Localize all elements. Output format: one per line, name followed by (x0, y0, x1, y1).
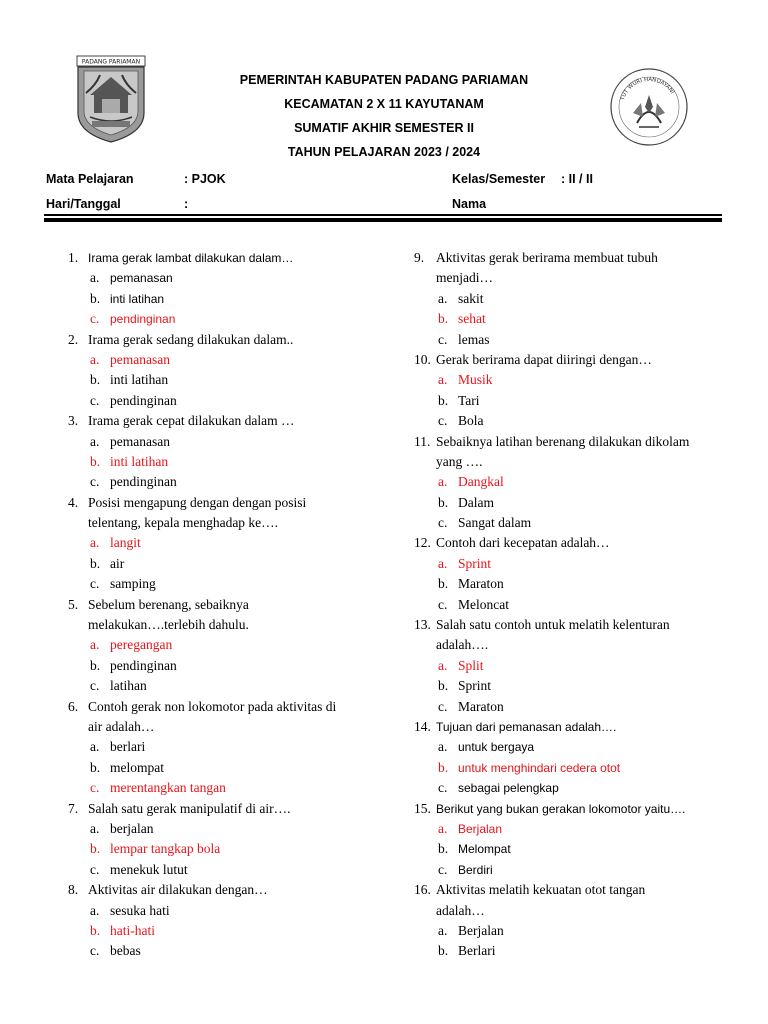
question-text (68, 330, 388, 350)
question-number: 11. (414, 433, 431, 449)
padang-pariaman-emblem-icon (76, 55, 146, 143)
svg-text:TUT WURI HANDAYANI: TUT WURI HANDAYANI (619, 76, 675, 102)
question-number: 14. (414, 718, 431, 734)
answer-option (414, 676, 734, 696)
answer-option (68, 676, 388, 696)
option-letter: b. (438, 576, 449, 592)
option-text: hati-hati (110, 922, 155, 938)
answer-option (414, 921, 734, 941)
option-text: bebas (110, 943, 141, 959)
option-text: Berdiri (458, 862, 493, 877)
answer-option (68, 268, 388, 288)
answer-option-correct (68, 350, 388, 370)
option-letter: c. (90, 861, 100, 877)
answer-option (414, 697, 734, 717)
option-text: Maraton (458, 698, 504, 714)
option-text: Berlari (458, 943, 496, 959)
day-date-label: Hari/Tanggal (46, 197, 121, 211)
subject-value: : PJOK (184, 172, 226, 186)
option-letter: a. (438, 372, 448, 388)
option-letter: c. (438, 698, 448, 714)
answer-option (68, 370, 388, 390)
question-number: 13. (414, 617, 431, 633)
right-question-column (414, 248, 734, 962)
option-letter: a. (90, 902, 100, 918)
answer-option (68, 819, 388, 839)
question-line: Irama gerak cepat dilakukan dalam … (88, 413, 295, 429)
answer-option (68, 289, 388, 309)
option-text: Tari (458, 392, 480, 408)
question-text (68, 799, 388, 819)
answer-option (414, 391, 734, 411)
question-text (68, 880, 388, 900)
option-text: pendinginan (110, 392, 177, 408)
option-letter: a. (90, 637, 100, 653)
name-label: Nama (452, 197, 487, 211)
question-line: adalah… (436, 902, 485, 918)
option-text: Maraton (458, 576, 504, 592)
option-text: pendinginan (110, 474, 177, 490)
option-text: sebagai pelengkap (458, 781, 559, 796)
option-text: berlari (110, 739, 146, 755)
option-letter: c. (438, 331, 448, 347)
question-line: telentang, kepala menghadap ke…. (88, 515, 279, 531)
answer-option (414, 737, 734, 757)
day-date-value: : (184, 197, 189, 211)
question-line: Aktivitas air dilakukan dengan… (88, 882, 268, 898)
question-line: air adalah… (88, 718, 155, 734)
title-line-3: SUMATIF AKHIR SEMESTER II (294, 121, 474, 135)
option-letter: a. (90, 820, 100, 836)
option-letter: a. (438, 820, 448, 836)
svg-text:PADANG PARIAMAN: PADANG PARIAMAN (81, 58, 141, 66)
option-text: Dangkal (458, 474, 504, 490)
question-text (414, 799, 734, 819)
answer-option (414, 289, 734, 309)
option-letter: c. (438, 515, 448, 531)
option-letter: b. (438, 759, 449, 775)
option-text: latihan (110, 678, 147, 694)
question-text (68, 697, 388, 717)
answer-option (414, 411, 734, 431)
question-line: Gerak berirama dapat diiringi dengan… (436, 351, 652, 367)
answer-option-correct (68, 778, 388, 798)
question-line: Sebaiknya latihan berenang dilakukan dikolam (436, 433, 690, 449)
option-text: Melompat (458, 842, 511, 857)
header-divider-thick (44, 218, 722, 222)
option-letter: a. (438, 739, 448, 755)
question-text-continued (414, 635, 734, 655)
answer-option (414, 941, 734, 961)
option-letter: b. (438, 678, 449, 694)
title-line-2: KECAMATAN 2 X 11 KAYUTANAM (284, 97, 484, 111)
answer-option (68, 737, 388, 757)
question-text (414, 248, 734, 268)
option-letter: b. (90, 453, 101, 469)
option-text: Meloncat (458, 596, 509, 612)
option-text: air (110, 555, 125, 571)
option-text: untuk menghindari cedera otot (458, 760, 621, 775)
question-text (68, 411, 388, 431)
question-line: melakukan….terlebih dahulu. (88, 617, 249, 633)
option-letter: a. (90, 270, 100, 286)
question-line: Contoh dari kecepatan adalah… (436, 535, 610, 551)
answer-option (68, 656, 388, 676)
question-line: Aktivitas melatih kekuatan otot tangan (436, 882, 646, 898)
option-letter: b. (90, 841, 101, 857)
question-number: 3. (68, 413, 79, 429)
question-text-continued (414, 452, 734, 472)
answer-option (68, 391, 388, 411)
question-line: Berikut yang bukan gerakan lokomotor yaitu…. (436, 801, 686, 816)
title-line-1: PEMERINTAH KABUPATEN PADANG PARIAMAN (239, 73, 529, 87)
answer-option-correct (414, 819, 734, 839)
option-letter: c. (90, 392, 100, 408)
option-text: Dalam (458, 494, 494, 510)
question-line: Tujuan dari pemanasan adalah…. (436, 719, 617, 734)
answer-option (68, 901, 388, 921)
question-number: 5. (68, 596, 79, 612)
option-text: peregangan (110, 637, 173, 653)
question-line: Salah satu gerak manipulatif di air…. (88, 800, 291, 816)
option-letter: b. (90, 555, 101, 571)
answer-option (414, 778, 734, 798)
option-text: Berjalan (458, 821, 503, 836)
option-letter: b. (90, 657, 101, 673)
answer-option-correct (68, 839, 388, 859)
question-text (414, 615, 734, 635)
question-line: Irama gerak lambat dilakukan dalam… (88, 251, 294, 265)
option-letter: a. (438, 555, 448, 571)
option-letter: b. (438, 841, 449, 857)
question-line: Contoh gerak non lokomotor pada aktivitas di (88, 698, 337, 714)
answer-option (68, 574, 388, 594)
answer-option-correct (414, 309, 734, 329)
answer-option (414, 839, 734, 859)
question-line: Aktivitas gerak berirama membuat tubuh (436, 250, 658, 265)
option-letter: c. (438, 413, 448, 429)
question-number: 7. (68, 800, 79, 816)
question-number: 16. (414, 882, 431, 898)
question-text (414, 880, 734, 900)
option-text: pendinginan (110, 657, 177, 673)
answer-option (68, 554, 388, 574)
question-number: 6. (68, 698, 79, 714)
question-text-continued (414, 268, 734, 288)
option-letter: b. (438, 943, 449, 959)
answer-option-correct (68, 452, 388, 472)
option-letter: c. (90, 678, 100, 694)
option-text: Sprint (458, 555, 492, 571)
option-text: Berjalan (458, 922, 504, 938)
option-letter: b. (90, 922, 101, 938)
option-letter: a. (90, 535, 100, 551)
question-number: 2. (68, 331, 79, 347)
option-letter: a. (438, 474, 448, 490)
question-text (68, 595, 388, 615)
option-text: sesuka hati (110, 902, 170, 918)
option-letter: a. (90, 351, 100, 367)
option-letter: c. (90, 943, 100, 959)
option-text: melompat (110, 759, 164, 775)
option-text: Musik (458, 372, 493, 388)
option-letter: c. (438, 780, 448, 796)
question-line: Irama gerak sedang dilakukan dalam.. (88, 331, 294, 347)
answer-option-correct (68, 309, 388, 329)
question-text-continued (68, 717, 388, 737)
answer-option (414, 493, 734, 513)
question-text (414, 717, 734, 737)
class-semester-value: : II / II (561, 172, 593, 186)
option-text: Sprint (458, 678, 492, 694)
answer-option (68, 472, 388, 492)
option-letter: b. (90, 759, 101, 775)
question-number: 10. (414, 351, 431, 367)
option-text: inti latihan (110, 372, 169, 388)
header-divider-thin (44, 214, 722, 216)
option-letter: c. (90, 474, 100, 490)
answer-option-correct (68, 533, 388, 553)
option-text: merentangkan tangan (110, 780, 226, 796)
question-line: Posisi mengapung dengan dengan posisi (88, 494, 307, 510)
question-line: yang …. (436, 453, 483, 469)
option-letter: a. (438, 657, 448, 673)
option-text: inti latihan (110, 453, 169, 469)
option-text: Bola (458, 413, 484, 429)
option-letter: b. (90, 372, 101, 388)
answer-option (414, 330, 734, 350)
class-semester-label: Kelas/Semester (452, 172, 546, 186)
header-titles (180, 68, 588, 164)
answer-option-correct (414, 370, 734, 390)
option-text: pemanasan (110, 351, 170, 367)
question-number: 4. (68, 494, 79, 510)
option-text: pemanasan (110, 433, 170, 449)
option-text: berjalan (110, 820, 154, 836)
question-line: menjadi… (436, 270, 493, 286)
option-text: Split (458, 657, 484, 673)
question-text (414, 533, 734, 553)
option-letter: a. (90, 739, 100, 755)
option-letter: c. (90, 311, 100, 327)
question-text (68, 248, 388, 268)
question-text-continued (414, 901, 734, 921)
option-text: lemas (458, 331, 490, 347)
option-text: Sangat dalam (458, 515, 532, 531)
left-question-column (68, 248, 388, 962)
answer-option (68, 860, 388, 880)
question-line: adalah…. (436, 637, 489, 653)
tut-wuri-handayani-emblem-icon (609, 67, 689, 147)
option-letter: a. (438, 922, 448, 938)
option-text: pemanasan (110, 271, 173, 286)
answer-option-correct (414, 758, 734, 778)
question-text (414, 350, 734, 370)
option-text: menekuk lutut (110, 861, 188, 877)
answer-option-correct (414, 472, 734, 492)
option-letter: a. (438, 290, 448, 306)
question-line: Salah satu contoh untuk melatih kelenturan (436, 617, 670, 633)
option-letter: c. (438, 861, 448, 877)
answer-option (68, 758, 388, 778)
answer-option (68, 941, 388, 961)
question-text-continued (68, 513, 388, 533)
option-letter: c. (90, 780, 100, 796)
answer-option (68, 432, 388, 452)
option-letter: a. (90, 433, 100, 449)
question-line: Sebelum berenang, sebaiknya (88, 596, 249, 612)
option-text: untuk bergaya (458, 740, 535, 755)
question-text-continued (68, 615, 388, 635)
title-line-4: TAHUN PELAJARAN 2023 / 2024 (287, 145, 481, 159)
option-text: langit (110, 535, 141, 551)
answer-option-correct (414, 554, 734, 574)
answer-option (414, 513, 734, 533)
option-text: sakit (458, 290, 484, 306)
option-text: inti latihan (110, 291, 165, 306)
option-letter: b. (438, 311, 449, 327)
question-number: 1. (68, 250, 79, 265)
answer-option (414, 860, 734, 880)
option-letter: b. (90, 290, 101, 306)
question-number: 8. (68, 882, 79, 898)
answer-option (414, 574, 734, 594)
option-text: lempar tangkap bola (110, 841, 221, 857)
answer-option (414, 595, 734, 615)
answer-option-correct (414, 656, 734, 676)
option-letter: c. (438, 596, 448, 612)
question-number: 15. (414, 800, 431, 816)
option-letter: b. (438, 392, 449, 408)
option-text: sehat (458, 311, 486, 327)
question-number: 9. (414, 250, 425, 265)
option-text: pendinginan (110, 312, 176, 327)
option-letter: c. (90, 576, 100, 592)
option-text: samping (110, 576, 156, 592)
question-text (68, 493, 388, 513)
answer-option-correct (68, 921, 388, 941)
subject-label: Mata Pelajaran (46, 172, 134, 186)
question-text (414, 432, 734, 452)
option-letter: b. (438, 494, 449, 510)
answer-option-correct (68, 635, 388, 655)
question-number: 12. (414, 535, 431, 551)
